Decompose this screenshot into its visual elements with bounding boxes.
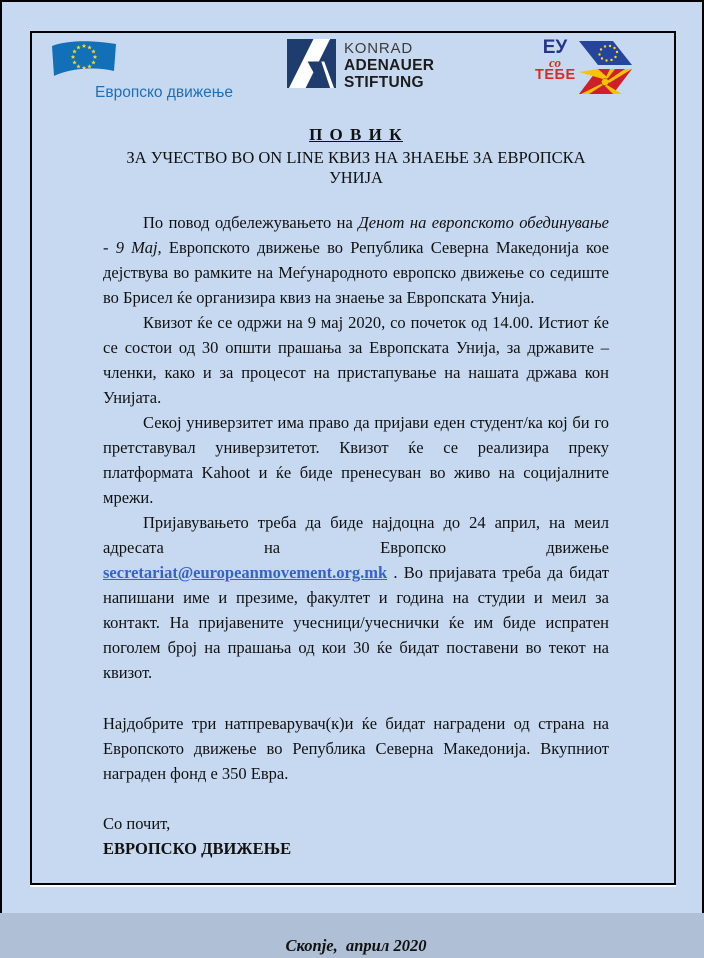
kas-a-icon [287, 39, 336, 88]
page-border-frame [30, 31, 676, 955]
eu-with-you-wordmark [535, 39, 575, 83]
closing-salutation: Со почит, [103, 814, 171, 833]
eu-with-you-word2: со [549, 55, 561, 70]
paragraph-1 [103, 210, 609, 310]
paragraph-3: Секој универзитет има право да пријави еден студент/ка кој би го претставувал универзитетот. Квизот ќе се реализира преку платформата Kahoot и ќе биде пренесуван во живо на социјалните мрежи. [103, 413, 609, 507]
document-body [103, 210, 609, 958]
eu-mk-flags-arrow-icon [577, 41, 633, 95]
document-title [103, 125, 609, 145]
eu-with-you-word3: ТЕБЕ [535, 67, 576, 83]
kas-line2: ADENAUER [344, 57, 435, 74]
paragraph-1-rest: Европското движење во Република Северна Македонија кое дејствува во рамките на Меѓународното европско движење со седиште во Брисел ќе организира квиз на знаење за Европската Унија. [103, 238, 609, 307]
european-movement-logo [48, 38, 248, 102]
kas-line1: KONRAD [344, 40, 413, 57]
paragraph-2: Квизот ќе се одржи на 9 мај 2020, со почеток од 14.00. Истиот ќе се состои од 30 општи прашања за Европската Унија, за државите – членки, како и за процесот на пристапување на нашата држава кон Унијата. [103, 313, 609, 407]
kas-line3: STIFTUNG [344, 74, 424, 91]
paragraph-4-rest: . Во пријавата треба да бидат напишани име и презиме, факултет и година на студии и меил за контакт. На пријавените учесници/учеснички ќе им биде испратен поголем број на прашања од кои 30 ќе бидат поставени во текот на квизот. [103, 563, 609, 682]
signature-organization: ЕВРОПСКО ДВИЖЕЊЕ [103, 839, 292, 858]
document-subtitle: ЗА УЧЕСТВО ВО ON LINE КВИЗ НА ЗНАЕЊЕ ЗА ЕВРОПСКА УНИЈА [126, 148, 586, 187]
dateline: Скопје, април 2020 [285, 936, 427, 955]
paragraph-1-text: По повод одбележувањето на [143, 213, 359, 232]
kas-logo [287, 39, 434, 91]
european-movement-caption: Европско движење [95, 84, 233, 101]
paragraph-award: Најдобрите три натпреварувач(к)и ќе бидат наградени од страна на Европското движење во Република Северна Македонија. Вкупниот награден фонд е 350 Евра. [103, 714, 609, 783]
eu-with-you-logo [535, 39, 633, 95]
paragraph-4 [103, 510, 609, 685]
paragraph-1-italic: Денот на европското обединување - 9 Мај, [103, 213, 609, 257]
eu-with-you-word1: ЕУ [542, 37, 568, 58]
document-title-text: П О В И К [309, 125, 403, 144]
eu-flag-icon [48, 38, 120, 78]
email-link[interactable]: secretariat@europeanmovement.org.mk [103, 563, 388, 582]
kas-wordmark [344, 39, 434, 91]
paragraph-4-text: Пријавувањето треба да биде најдоцна до 24 април, на меил адресата на Европско движење [103, 513, 609, 557]
